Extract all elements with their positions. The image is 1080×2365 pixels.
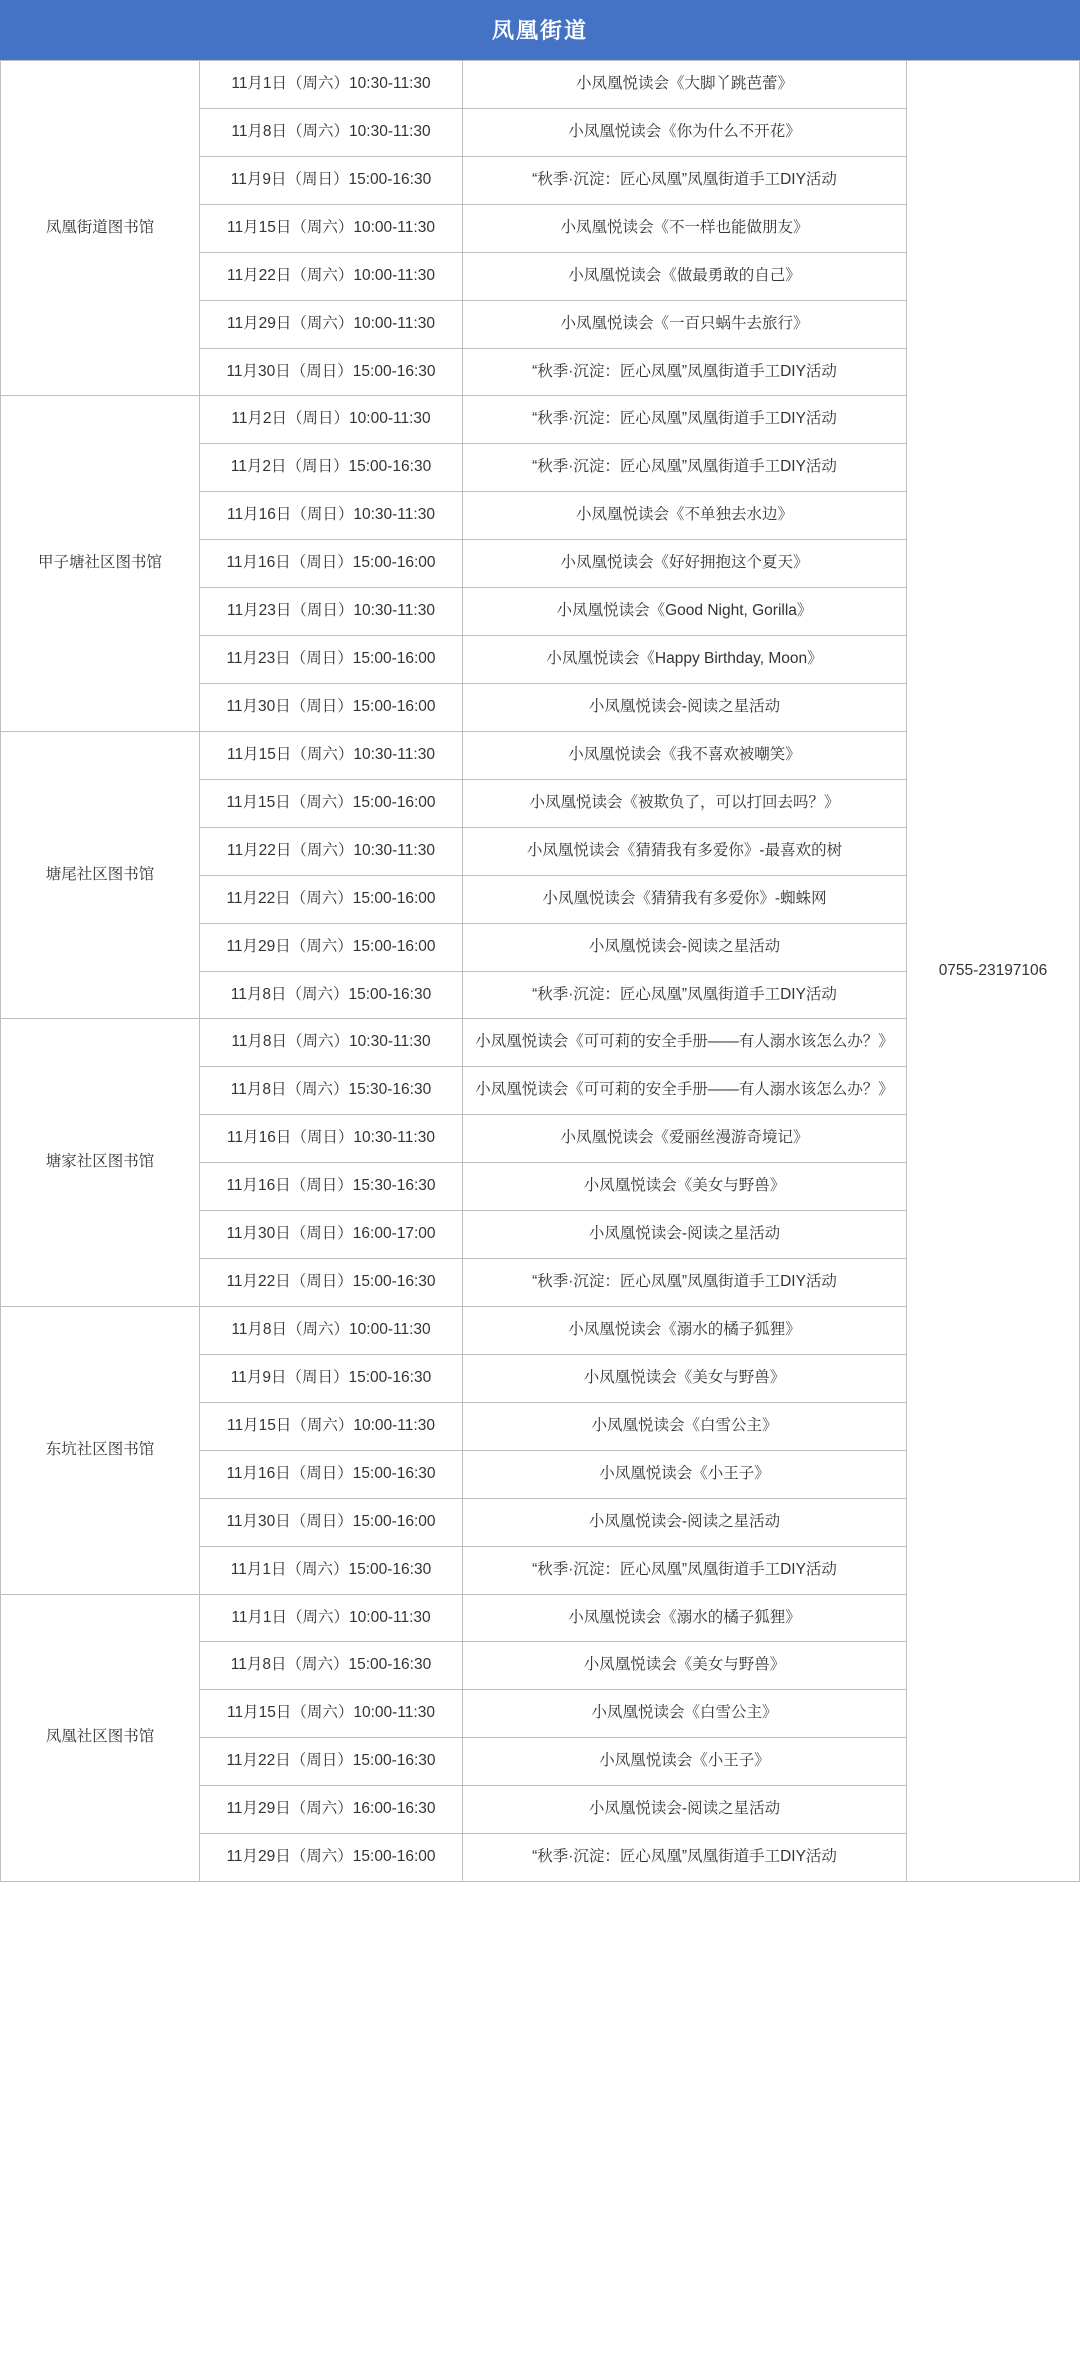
activity-cell: 小凤凰悦读会《白雪公主》 [463,1402,907,1450]
activity-cell: 小凤凰悦读会《美女与野兽》 [463,1163,907,1211]
time-cell: 11月15日（周六）10:00-11:30 [200,1690,463,1738]
venue-cell: 塘尾社区图书馆 [1,731,200,1019]
activity-cell: “秋季·沉淀：匠心凤凰”凤凰街道手工DIY活动 [463,396,907,444]
time-cell: 11月16日（周日）15:00-16:00 [200,540,463,588]
activity-cell: 小凤凰悦读会《不一样也能做朋友》 [463,204,907,252]
activity-cell: “秋季·沉淀：匠心凤凰”凤凰街道手工DIY活动 [463,1259,907,1307]
time-cell: 11月1日（周六）10:30-11:30 [200,61,463,109]
time-cell: 11月16日（周日）15:00-16:30 [200,1450,463,1498]
activity-cell: “秋季·沉淀：匠心凤凰”凤凰街道手工DIY活动 [463,1834,907,1882]
activity-cell: 小凤凰悦读会《好好拥抱这个夏天》 [463,540,907,588]
activity-cell: 小凤凰悦读会《Good Night, Gorilla》 [463,588,907,636]
activity-cell: 小凤凰悦读会《不单独去水边》 [463,492,907,540]
time-cell: 11月22日（周六）10:00-11:30 [200,252,463,300]
schedule-body [1,61,1080,1882]
activity-cell: 小凤凰悦读会《爱丽丝漫游奇境记》 [463,1115,907,1163]
activity-cell: 小凤凰悦读会-阅读之星活动 [463,1498,907,1546]
page-title: 凤凰街道 [0,0,1080,60]
time-cell: 11月23日（周日）15:00-16:00 [200,636,463,684]
time-cell: 11月9日（周日）15:00-16:30 [200,156,463,204]
time-cell: 11月29日（周六）15:00-16:00 [200,1834,463,1882]
time-cell: 11月29日（周六）10:00-11:30 [200,300,463,348]
time-cell: 11月8日（周六）10:30-11:30 [200,1019,463,1067]
contact-phone: 0755-23197106 [907,61,1080,1882]
time-cell: 11月9日（周日）15:00-16:30 [200,1354,463,1402]
time-cell: 11月30日（周日）15:00-16:00 [200,683,463,731]
activity-cell: 小凤凰悦读会《小王子》 [463,1450,907,1498]
time-cell: 11月16日（周日）10:30-11:30 [200,1115,463,1163]
activity-cell: 小凤凰悦读会《可可莉的安全手册——有人溺水该怎么办？》 [463,1067,907,1115]
time-cell: 11月22日（周日）15:00-16:30 [200,1259,463,1307]
activity-cell: 小凤凰悦读会《美女与野兽》 [463,1642,907,1690]
venue-cell: 凤凰社区图书馆 [1,1594,200,1882]
time-cell: 11月8日（周六）15:00-16:30 [200,971,463,1019]
time-cell: 11月22日（周日）15:00-16:30 [200,1738,463,1786]
activity-cell: 小凤凰悦读会《我不喜欢被嘲笑》 [463,731,907,779]
time-cell: 11月22日（周六）10:30-11:30 [200,827,463,875]
activity-cell: “秋季·沉淀：匠心凤凰”凤凰街道手工DIY活动 [463,971,907,1019]
activity-cell: 小凤凰悦读会-阅读之星活动 [463,683,907,731]
activity-cell: 小凤凰悦读会《大脚丫跳芭蕾》 [463,61,907,109]
time-cell: 11月29日（周六）15:00-16:00 [200,923,463,971]
activity-cell: 小凤凰悦读会-阅读之星活动 [463,1786,907,1834]
time-cell: 11月2日（周日）15:00-16:30 [200,444,463,492]
activity-cell: “秋季·沉淀：匠心凤凰”凤凰街道手工DIY活动 [463,156,907,204]
time-cell: 11月15日（周六）10:30-11:30 [200,731,463,779]
time-cell: 11月1日（周六）10:00-11:30 [200,1594,463,1642]
venue-cell: 甲子塘社区图书馆 [1,396,200,731]
activity-cell: 小凤凰悦读会《小王子》 [463,1738,907,1786]
time-cell: 11月8日（周六）10:00-11:30 [200,1306,463,1354]
time-cell: 11月16日（周日）15:30-16:30 [200,1163,463,1211]
activity-cell: 小凤凰悦读会《溺水的橘子狐狸》 [463,1306,907,1354]
activity-cell: 小凤凰悦读会-阅读之星活动 [463,1211,907,1259]
time-cell: 11月15日（周六）10:00-11:30 [200,1402,463,1450]
time-cell: 11月15日（周六）15:00-16:00 [200,779,463,827]
activity-cell: 小凤凰悦读会《美女与野兽》 [463,1354,907,1402]
time-cell: 11月15日（周六）10:00-11:30 [200,204,463,252]
time-cell: 11月30日（周日）16:00-17:00 [200,1211,463,1259]
time-cell: 11月8日（周六）15:30-16:30 [200,1067,463,1115]
time-cell: 11月2日（周日）10:00-11:30 [200,396,463,444]
time-cell: 11月29日（周六）16:00-16:30 [200,1786,463,1834]
activity-cell: 小凤凰悦读会《被欺负了，可以打回去吗？》 [463,779,907,827]
time-cell: 11月30日（周日）15:00-16:00 [200,1498,463,1546]
activity-cell: 小凤凰悦读会《Happy Birthday, Moon》 [463,636,907,684]
venue-cell: 塘家社区图书馆 [1,1019,200,1307]
activity-cell: 小凤凰悦读会《做最勇敢的自己》 [463,252,907,300]
activity-cell: “秋季·沉淀：匠心凤凰”凤凰街道手工DIY活动 [463,1546,907,1594]
time-cell: 11月22日（周六）15:00-16:00 [200,875,463,923]
time-cell: 11月30日（周日）15:00-16:30 [200,348,463,396]
activity-cell: 小凤凰悦读会《可可莉的安全手册——有人溺水该怎么办？》 [463,1019,907,1067]
activity-cell: “秋季·沉淀：匠心凤凰”凤凰街道手工DIY活动 [463,444,907,492]
time-cell: 11月8日（周六）15:00-16:30 [200,1642,463,1690]
activity-cell: 小凤凰悦读会《白雪公主》 [463,1690,907,1738]
table-row [1,61,1080,109]
activity-cell: 小凤凰悦读会-阅读之星活动 [463,923,907,971]
time-cell: 11月8日（周六）10:30-11:30 [200,108,463,156]
activity-schedule-table [0,60,1080,1882]
activity-cell: 小凤凰悦读会《一百只蜗牛去旅行》 [463,300,907,348]
activity-cell: 小凤凰悦读会《猜猜我有多爱你》-最喜欢的树 [463,827,907,875]
time-cell: 11月23日（周日）10:30-11:30 [200,588,463,636]
activity-cell: “秋季·沉淀：匠心凤凰”凤凰街道手工DIY活动 [463,348,907,396]
time-cell: 11月1日（周六）15:00-16:30 [200,1546,463,1594]
venue-cell: 凤凰街道图书馆 [1,61,200,396]
activity-cell: 小凤凰悦读会《溺水的橘子狐狸》 [463,1594,907,1642]
activity-cell: 小凤凰悦读会《你为什么不开花》 [463,108,907,156]
activity-cell: 小凤凰悦读会《猜猜我有多爱你》-蜘蛛网 [463,875,907,923]
time-cell: 11月16日（周日）10:30-11:30 [200,492,463,540]
venue-cell: 东坑社区图书馆 [1,1306,200,1594]
